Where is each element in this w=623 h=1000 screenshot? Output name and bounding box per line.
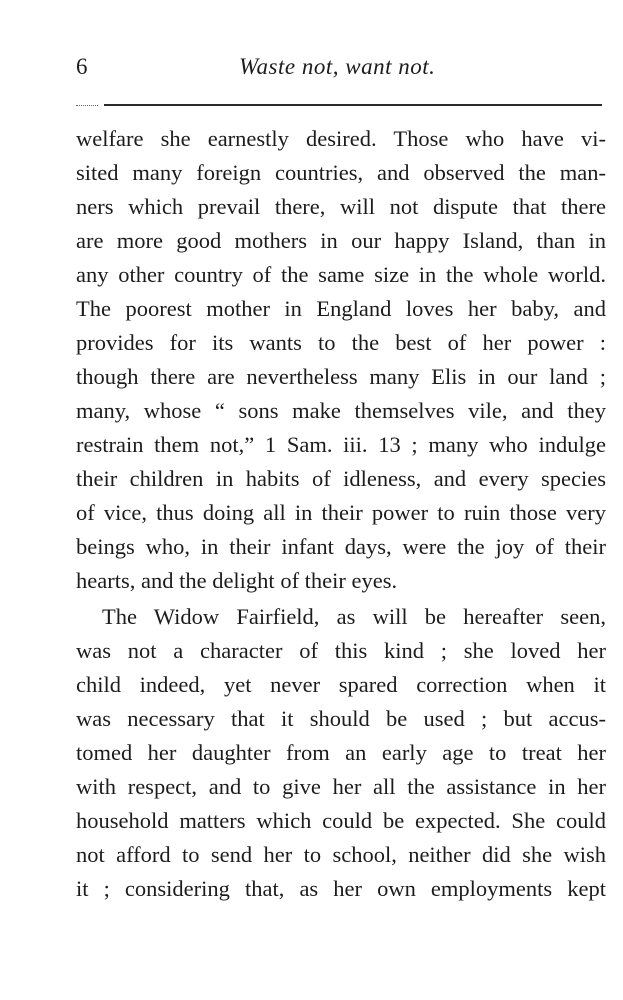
page-header	[76, 50, 606, 90]
text-line: of vice, thus doing all in their power to ruin those very	[76, 500, 606, 525]
text-line: was not a character of this kind ; she loved her	[76, 638, 606, 663]
text-line: are more good mothers in our happy Island, than in	[76, 228, 606, 253]
text-line: was necessary that it should be used ; but accus-	[76, 706, 606, 731]
text-line: hearts, and the delight of their eyes.	[76, 568, 398, 593]
text-line: welfare she earnestly desired. Those who have vi-	[76, 126, 606, 151]
page-number: 6	[76, 54, 88, 79]
text-line: restrain them not,” 1 Sam. iii. 13 ; many who indulge	[76, 432, 606, 457]
text-line: household matters which could be expected. She could	[76, 808, 606, 833]
text-line: ners which prevail there, will not dispute that there	[76, 194, 606, 219]
text-line: many, whose “ sons make themselves vile, and they	[76, 398, 606, 423]
paragraph-2	[76, 600, 606, 906]
header-rule	[104, 104, 602, 106]
text-line: sited many foreign countries, and observed the man-	[76, 160, 606, 185]
text-line: though there are nevertheless many Elis in our land ;	[76, 364, 606, 389]
text-line: child indeed, yet never spared correction when it	[76, 672, 606, 697]
text-line: The Widow Fairfield, as will be hereafter seen,	[102, 604, 606, 629]
running-title: Waste not, want not.	[239, 54, 436, 79]
text-line: provides for its wants to the best of her power :	[76, 330, 606, 355]
text-line: tomed her daughter from an early age to treat her	[76, 740, 606, 765]
text-line: The poorest mother in England loves her baby, and	[76, 296, 606, 321]
text-line: beings who, in their infant days, were the joy of their	[76, 534, 606, 559]
text-line: with respect, and to give her all the assistance in her	[76, 774, 606, 799]
text-line: it ; considering that, as her own employments kept	[76, 876, 606, 901]
paragraph-1	[76, 122, 606, 598]
text-line: any other country of the same size in the whole world.	[76, 262, 606, 287]
body-text	[76, 122, 606, 906]
text-line: their children in habits of idleness, and every species	[76, 466, 606, 491]
text-line: not afford to send her to school, neither did she wish	[76, 842, 606, 867]
header-rule-dotted	[76, 105, 98, 106]
